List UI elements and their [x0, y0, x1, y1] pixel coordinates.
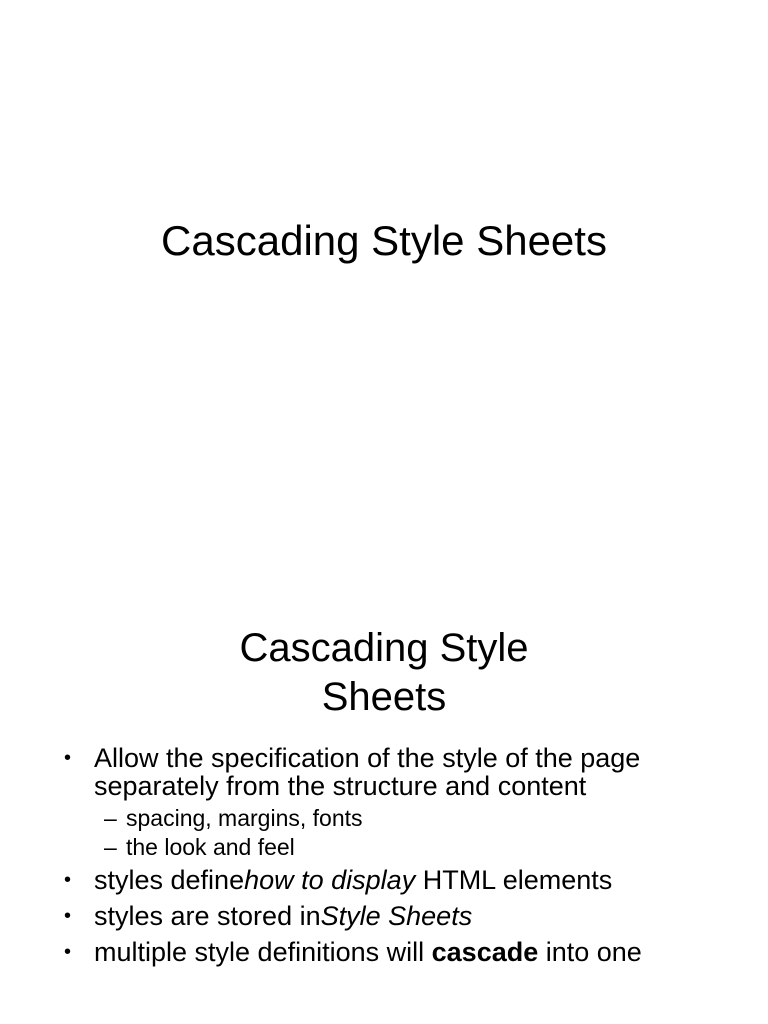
bullet-marker: •	[64, 869, 72, 891]
bullet-text-bold: cascade	[431, 937, 539, 967]
bullet-text-emphasis: how to display	[244, 865, 416, 895]
title-line-1: Cascading Style	[239, 626, 529, 670]
bullet-text-start: styles define	[94, 865, 245, 895]
content-slide	[0, 576, 768, 1024]
slide-title	[0, 624, 768, 722]
bullet-item	[60, 938, 700, 966]
bullet-marker: •	[64, 747, 72, 769]
bullet-item	[60, 866, 700, 894]
slide-title: Cascading Style Sheets	[161, 217, 607, 264]
bullet-item	[60, 744, 700, 862]
bullet-text-start: multiple style definitions will	[94, 937, 432, 967]
bullet-text-emphasis: Style Sheets	[320, 901, 473, 931]
bullet-list	[60, 744, 700, 966]
dash-marker: –	[104, 834, 117, 860]
sub-bullet-text: the look and feel	[126, 834, 295, 860]
title-line-2: Sheets	[321, 675, 447, 719]
bullet-marker: •	[64, 905, 72, 927]
bullet-marker: •	[64, 941, 72, 963]
bullet-text: Allow the specification of the style of the page separately from the structure and content	[94, 743, 641, 801]
dash-marker: –	[104, 805, 117, 831]
bullet-item	[60, 902, 700, 930]
sub-bullet-item	[104, 833, 700, 862]
sub-bullet-item	[104, 804, 700, 833]
sub-bullet-list	[94, 804, 700, 862]
bullet-text-end: HTML elements	[415, 865, 613, 895]
sub-bullet-text: spacing, margins, fonts	[126, 805, 363, 831]
bullet-text-end: into one	[538, 937, 642, 967]
bullet-text-start: styles are stored in	[94, 901, 321, 931]
